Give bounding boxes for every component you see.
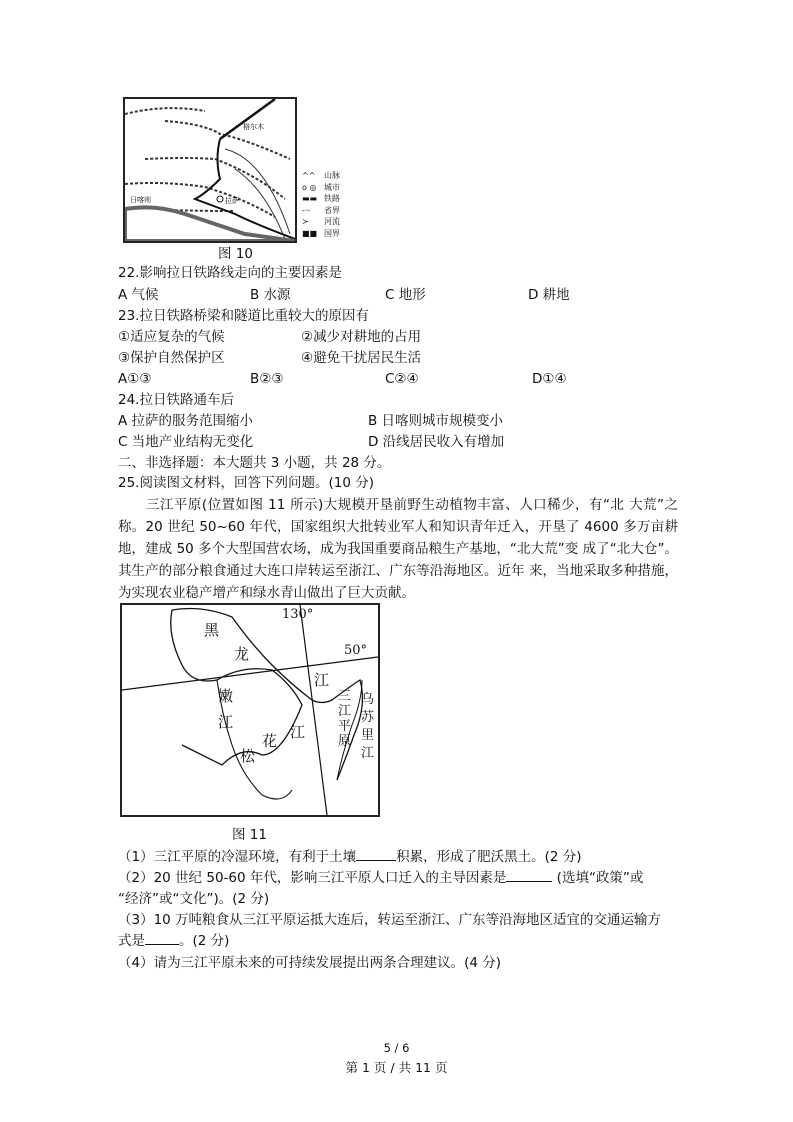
q24-option-b: B 日喀则城市规模变小 xyxy=(368,413,504,429)
q23-stem: 23.拉日铁路桥梁和隧道比重较大的原因有 xyxy=(118,308,369,324)
railway-map-drawing xyxy=(125,99,295,241)
q25-sub2-cont: “经济”或“文化”)。(2 分) xyxy=(118,891,270,907)
q22-option-b: B 水源 xyxy=(250,287,291,303)
figure-10-map xyxy=(123,97,297,243)
map-label: 江 xyxy=(314,671,330,689)
map-label: 龙 xyxy=(234,645,250,663)
page-number-small: 5 / 6 xyxy=(383,1041,410,1055)
figure-11-map xyxy=(120,603,380,817)
svg-text:格尔木: 格尔木 xyxy=(243,123,264,131)
figure-10-caption: 图 10 xyxy=(218,246,253,262)
longitude-label: 130° xyxy=(282,607,314,622)
q22-stem: 22.影响拉日铁路线走向的主要因素是 xyxy=(118,265,342,281)
city-lhasa: 拉萨 xyxy=(225,197,239,205)
q23-item: ②减少对耕地的占用 xyxy=(301,329,422,345)
q25-sub1: （1）三江平原的冷湿环境，有利于土壤 积累，形成了肥沃黑土。(2 分) xyxy=(118,849,582,865)
q25-sub3-cont: 式是 。(2 分) xyxy=(118,933,230,949)
q25-stem: 25.阅读图文材料，回答下列问题。(10 分) xyxy=(118,475,374,491)
map-label: 嫩 xyxy=(218,687,234,705)
q23-option-d: D①④ xyxy=(532,371,567,387)
q23-option-a: A①③ xyxy=(118,371,152,387)
q24-stem: 24.拉日铁路通车后 xyxy=(118,392,234,408)
map-label-wusuli-river: 乌苏里江 xyxy=(361,692,375,761)
map-label: 黑 xyxy=(204,621,220,639)
map-label: 花 xyxy=(262,732,278,750)
svg-text:日喀则: 日喀则 xyxy=(130,196,151,204)
q23-option-b: B②③ xyxy=(250,371,284,387)
map-label-sanjiang-plain: 三江平原 xyxy=(338,689,352,749)
q24-option-d: D 沿线居民收入有增加 xyxy=(368,434,505,450)
q23-item: ④避免干扰居民生活 xyxy=(301,350,422,366)
q25-paragraph: 三江平原(位置如图 11 所示)大规模开垦前野生动植物丰富、人口稀少，有“北 大荒”之称。20 世纪 50~60 年代，国家组织大批转业军人和知识青年迁入，开垦了 4600 多万亩耕地，建成 50 多个大型国营农场，成为我国重要商品粮生产基地，“北大荒”变 成了“北大仓”。其生产的部分粮食通过大连口岸转运至浙江、广东等沿海地区。近年 来，当地采取多种措施，为实现农业稳产增产和绿水青山做出了巨大贡献。 xyxy=(118,497,678,601)
q22-option-d: D 耕地 xyxy=(528,287,570,303)
section-2-heading: 二、非选择题：本大题共 3 小题，共 28 分。 xyxy=(118,455,391,471)
latitude-label: 50° xyxy=(344,643,368,658)
map-label: 松 xyxy=(240,747,256,765)
answer-blank[interactable] xyxy=(356,848,396,861)
q23-item: ③保护自然保护区 xyxy=(118,350,225,366)
answer-blank[interactable] xyxy=(145,932,179,945)
answer-blank[interactable] xyxy=(506,869,552,882)
page-number: 第 1 页 / 共 11 页 xyxy=(345,1060,448,1075)
figure-11-caption: 图 11 xyxy=(232,827,267,843)
figure-10-legend: ^^ 山脉 o ◎ 城市 ▬▬ 铁路 -·- 省界 ≻ 河流 ■■ 国界 xyxy=(302,171,340,238)
map-label: 江 xyxy=(290,723,306,741)
q22-option-a: A 气候 xyxy=(118,287,159,303)
q24-option-a: A 拉萨的服务范围缩小 xyxy=(118,413,254,429)
q23-item: ①适应复杂的气候 xyxy=(118,329,225,345)
q25-sub3: （3）10 万吨粮食从三江平原运抵大连后，转运至浙江、广东等沿海地区适宜的交通运输方 xyxy=(118,912,662,928)
q22-option-c: C 地形 xyxy=(385,287,426,303)
q24-option-c: C 当地产业结构无变化 xyxy=(118,434,254,450)
map-label: 江 xyxy=(218,713,234,731)
q25-sub2: （2）20 世纪 50-60 年代，影响三江平原人口迁入的主导因素是 (选填“政策”或 xyxy=(118,870,644,886)
q23-option-c: C②④ xyxy=(385,371,419,387)
q25-sub4: （4）请为三江平原未来的可持续发展提出两条合理建议。(4 分) xyxy=(118,955,502,971)
